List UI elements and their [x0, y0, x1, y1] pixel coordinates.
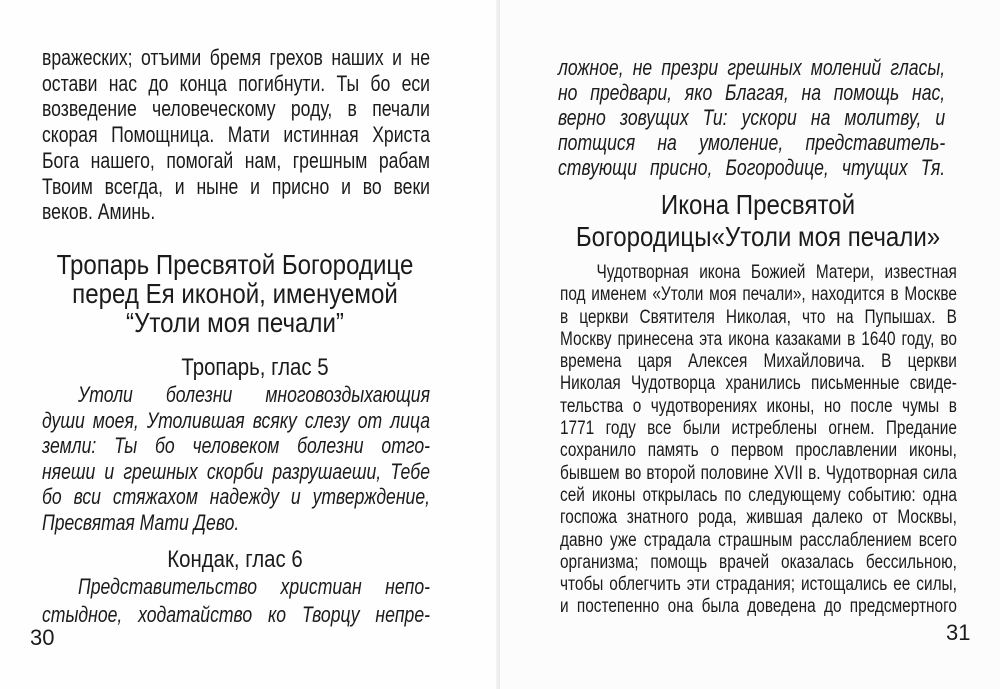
- heading-line: перед Ея иконой, именуемой: [72, 278, 398, 309]
- text-line: Москву принесена эта икона казаками в 1640 году, во: [560, 328, 957, 350]
- text-line: госпожа знатного рода, жившая далеко от Москвы,: [560, 507, 957, 529]
- text-line: Пресвятая Мати Дево.: [42, 509, 240, 535]
- section-heading: [536, 189, 980, 253]
- text-line: Чудотворная икона Божией Матери, известная: [596, 262, 957, 283]
- text-line: остави нас до конца погибнути. Ты бо еси: [42, 70, 430, 96]
- heading-line: Тропарь Пресвятой Богородице: [56, 249, 414, 280]
- text-line: вражеских; отъими бремя грехов наших и не: [42, 45, 430, 70]
- text-line: Представительство христиан непо-: [78, 574, 430, 599]
- text-line: потщися на умоление, представитель-: [558, 130, 946, 155]
- text-line: чтобы облегчить эти страдания; истощались ее силы,: [560, 574, 957, 596]
- label-text: Кондак, глас 6: [167, 546, 303, 573]
- text-line: возведение человеческому роду, в печали: [42, 96, 430, 122]
- text-line: Бога нашего, помогай нам, грешным рабам: [42, 147, 430, 173]
- text-line: земли: Ты бо человеком болезни отго-: [42, 433, 430, 459]
- text-line: тельства о чудотворениях иконы, но после чумы в: [560, 395, 957, 417]
- text-line: бывшем во второй половине XVII в. Чудотворная сила: [560, 462, 957, 484]
- text-line: но предвари, яко Благая, на помощь нас,: [558, 80, 946, 105]
- text-line: скорая Помощница. Мати истинная Христа: [42, 122, 430, 148]
- text-line: верно зовущих Ти: ускори на молитву, и: [558, 105, 946, 130]
- text-line: Твоим всегда, и ныне и присно и во веки: [42, 173, 430, 199]
- kontakion-label: [35, 546, 435, 574]
- text-line: и постепенно она была доведена до предсмертного: [560, 596, 957, 618]
- troparion-label: [38, 354, 472, 382]
- page-number: 31: [946, 620, 971, 645]
- text-line: организма; помощь врачей оказалась бессильною,: [560, 551, 957, 573]
- kontakion-continuation: [558, 55, 945, 180]
- right-page: [500, 0, 1000, 689]
- text-line: Утоли болезни многовоздыхающия: [78, 382, 430, 407]
- troparion-text: [42, 382, 430, 536]
- heading-line: “Утоли моя печали”: [126, 307, 344, 338]
- section-heading: [33, 250, 437, 337]
- kontakion-text: [42, 573, 430, 629]
- text-line: Николая Чудотворца хранились письменные свиде-: [560, 373, 957, 395]
- text-line: сей иконы открылась по следующему событию: одна: [560, 484, 957, 506]
- text-line: стыдное, ходатайство ко Творцу непре-: [42, 602, 430, 627]
- text-line: ложное, не презри грешных молений гласы,: [558, 55, 946, 80]
- text-line: ствующи присно, Богородице, чтущих Тя.: [558, 155, 946, 180]
- text-line: сохранило память о первом прославлении иконы,: [560, 440, 957, 462]
- page-number: 30: [30, 625, 55, 650]
- text-line: под именем «Утоли моя печали», находится в Москве: [560, 284, 957, 306]
- text-line: бо вси стяжахом надежду и утверждение,: [42, 484, 430, 510]
- text-line: в церкви Святителя Николая, что на Пупышах. В: [560, 306, 957, 328]
- text-line: давно уже страдала страшным расслаблением всего: [560, 529, 957, 551]
- text-line: времена царя Алексея Михайловича. В церкви: [560, 351, 957, 373]
- prayer-ending-paragraph: [42, 45, 430, 225]
- text-line: души моея, Утолившая всяку слезу от лица: [42, 407, 430, 433]
- text-line: няеши и грешных скорби разрушаеши, Тебе: [42, 458, 430, 484]
- text-line: 1771 году все были истреблены огнем. Предание: [560, 418, 957, 440]
- heading-line: Икона Пресвятой: [660, 189, 856, 220]
- heading-line: Богородицы«Утоли моя печали»: [575, 221, 941, 252]
- icon-history-paragraph: [560, 262, 957, 619]
- text-line: веков. Аминь.: [42, 199, 156, 225]
- label-text: Тропарь, глас 5: [181, 354, 329, 381]
